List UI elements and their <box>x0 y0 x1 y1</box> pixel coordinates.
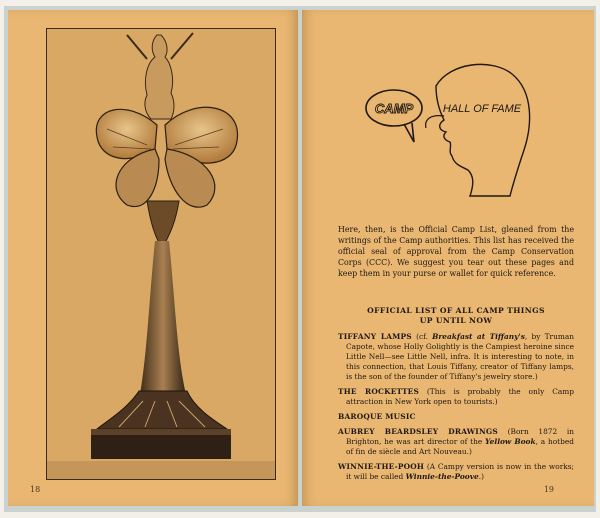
camp-speech-bubble <box>366 90 422 142</box>
page-number-right: 19 <box>543 485 554 494</box>
entry-text: , a hotbed of fin de siècle and Art Nouveau.) <box>346 437 574 456</box>
art-nouveau-lamp-icon <box>47 29 275 479</box>
entry-italic: Yellow Book <box>485 437 536 446</box>
list-title <box>338 306 574 326</box>
entry-text: (A Campy version is now in the works; it will be called <box>346 462 574 481</box>
right-page <box>302 10 594 506</box>
list-item <box>338 427 574 457</box>
entry-text: (cf. <box>411 332 433 341</box>
entry-italic: Winnie-the-Poove <box>405 472 479 481</box>
entry-text: , by Truman Capote, whose Holly Golightly is the Campiest heroine since Little Nell—see Little Nell, infra. It is interesting to note, in this connection, that Louis Tiffany, creator of Tiffany lamps, is the son of the founder of Tiffany's jewelry store.) <box>346 332 575 381</box>
entry-italic: Breakfast at Tiffany's <box>432 332 525 341</box>
entry-text: (Born 1872 in Brighton, he was art director of the <box>346 427 574 446</box>
camp-hall-of-fame-logo <box>364 56 534 206</box>
lamp-photo <box>46 28 276 480</box>
entry-head: TIFFANY LAMPS <box>338 332 412 341</box>
intro-paragraph: Here, then, is the Official Camp List, gleaned from the writings of the Camp authorities. This list has received the official seal of approval from the Camp Conservation Corps (CCC). We suggest you tear out these pages and keep them in your purse or wallet for quick reference. <box>338 225 574 279</box>
entry-head: THE ROCKETTES <box>338 387 420 396</box>
entry-text: (This is probably the only Camp attraction in New York open to tourists.) <box>346 387 574 406</box>
left-page <box>8 10 298 506</box>
page-number-left: 18 <box>30 485 41 494</box>
book-spread <box>4 6 596 512</box>
list-title-line-2: UP UNTIL NOW <box>419 316 493 325</box>
entry-head: BAROQUE MUSIC <box>338 412 416 421</box>
camp-logo-word: CAMP <box>374 101 414 116</box>
list-item <box>338 412 574 422</box>
head-profile <box>426 64 530 196</box>
entry-text: .) <box>478 472 484 481</box>
camp-list <box>338 332 574 487</box>
list-title-line-1: OFFICIAL LIST OF ALL CAMP THINGS <box>367 306 545 315</box>
hall-of-fame-logo-word: HALL OF FAME <box>442 103 522 115</box>
list-item <box>338 387 574 407</box>
list-item <box>338 332 574 382</box>
entry-head: WINNIE-THE-POOH <box>338 462 425 471</box>
entry-head: AUBREY BEARDSLEY DRAWINGS <box>338 427 498 436</box>
list-item <box>338 462 574 482</box>
